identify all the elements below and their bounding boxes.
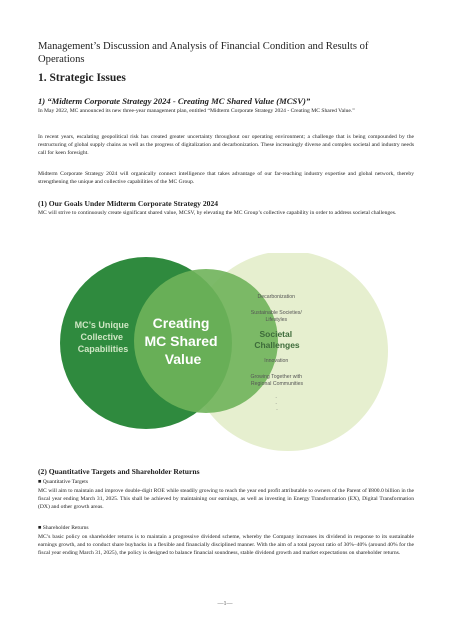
mcsv-diagram bbox=[58, 253, 394, 453]
quant-title: (2) Quantitative Targets and Shareholder Returns bbox=[38, 467, 200, 476]
left-label-1: MC’s Unique bbox=[74, 320, 129, 330]
continuation-dot-2: · bbox=[275, 401, 278, 407]
quant-subtitle: ■ Quantitative Targets bbox=[38, 479, 89, 485]
item-growing-2: Regional Communities bbox=[250, 381, 304, 387]
intro-paragraph: In May 2022, MC announced its new three-year management plan, entitled “Midterm Corporate Strategy 2024 - Creating MC Shared Value.” bbox=[38, 108, 355, 114]
svg-text:MC’s Unique Collective bbox=[75, 320, 132, 354]
continuation-dot-3: · bbox=[276, 407, 278, 413]
center-label-1: Creating bbox=[152, 315, 210, 331]
continuation-dot-1: · bbox=[275, 395, 278, 401]
goals-title: (1) Our Goals Under Midterm Corporate Strategy 2024 bbox=[38, 199, 219, 208]
context-paragraph: In recent years, escalating geopolitical risk has created greater uncertainty throughout our operating environment; a challenge that is being compounded by the restructuring of global supply chains as well as the progress of digitalization and decarbonization. These increasingly diverse and complex societal and industry needs call for keen foresight. bbox=[38, 134, 414, 156]
left-label-3: Capabilities bbox=[77, 344, 129, 354]
page-number: —1— bbox=[217, 601, 233, 607]
center-label-2: MC Shared bbox=[144, 333, 218, 349]
quant-text: MC will aim to maintain and improve double-digit ROE while steadily growing to reach the year end profit attributable to owners of the Parent of ¥800.0 billion in the fiscal year ending March 31, 2025. This shall be achieved by maintaining our earnings, as well as investing in Energy Transformation (EX), Digital Transformation (DX) and other growth areas. bbox=[38, 488, 414, 510]
subsection-title: 1) “Midterm Corporate Strategy 2024 - Creating MC Shared Value (MCSV)” bbox=[38, 96, 311, 106]
returns-subtitle: ■ Shareholder Returns bbox=[38, 525, 89, 531]
page-heading: Management’s Discussion and Analysis of Financial Condition and Results of Operations bbox=[38, 41, 369, 65]
strategy-paragraph: Midterm Corporate Strategy 2024 will organically connect intelligence that takes advantage of our far-reaching industry expertise and global network, thereby strengthening the unique and collective capabilities of the MC Group. bbox=[38, 171, 414, 185]
item-decarbonization: Decarbonization bbox=[257, 294, 296, 300]
center-label-3: Value bbox=[164, 351, 202, 367]
section-title: 1. Strategic Issues bbox=[38, 72, 126, 84]
returns-text: MC’s basic policy on shareholder returns is to maintain a progressive dividend scheme, whereby the Company increases its dividend in response to its sustainable earnings growth, and to conduct share buybacks in a flexible and financially disciplined manner. With the aim of a total payout ratio of 30%–40% (around 40% for the fiscal year ending March 31, 2025), the policy is designed to balance financial soundness, stable dividend growth and market expectations on shareholder returns. bbox=[38, 534, 414, 556]
item-sustainable-2: Lifestyles bbox=[265, 317, 288, 323]
item-growing-1: Growing Together with bbox=[250, 374, 303, 380]
item-innovation: Innovation bbox=[264, 358, 289, 364]
svg-text:Societal Challenges bbox=[254, 329, 300, 350]
societal-title-2: Challenges bbox=[254, 340, 300, 350]
societal-title-1: Societal bbox=[259, 329, 293, 339]
goals-text: MC will strive to continuously create significant shared value, MCSV, by elevating the MC Group’s collective capability in order to address societal challenges. bbox=[38, 210, 397, 216]
left-label-2: Collective bbox=[80, 332, 124, 342]
item-sustainable-1: Sustainable Societies/ bbox=[250, 310, 302, 316]
